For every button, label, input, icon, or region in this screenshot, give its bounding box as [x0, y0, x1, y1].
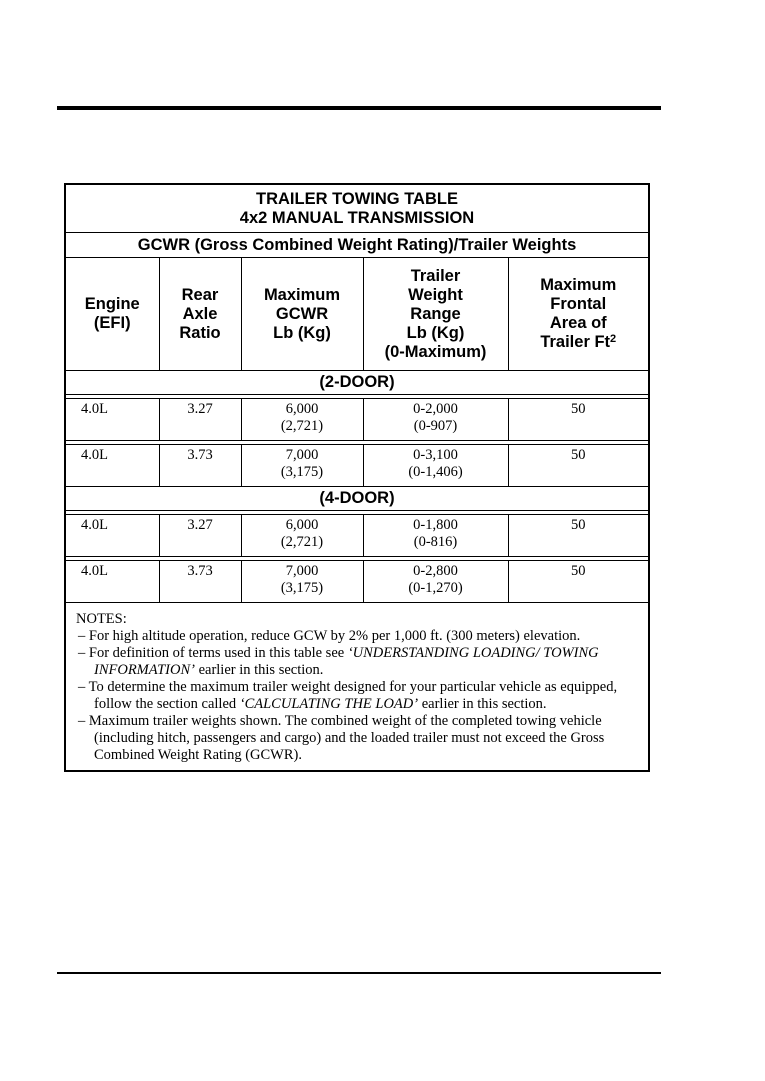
cell-ratio: 3.73 [159, 561, 241, 603]
cell-gcwr-lb: 7,000 [285, 447, 319, 463]
cell-gcwr [241, 515, 363, 557]
cell-range [363, 399, 508, 441]
header-axle-line2: Axle [182, 304, 218, 323]
cell-range [363, 445, 508, 487]
cell-gcwr-kg: (2,721) [280, 418, 324, 434]
cell-range-kg: (0-1,270) [408, 580, 463, 596]
note-text: – To determine the maximum trailer weight designed for your particular vehicle as equipped, follow the section called [78, 679, 618, 712]
cell-ratio: 3.27 [159, 515, 241, 557]
cell-engine: 4.0L [65, 515, 159, 557]
section-2-door: (2-DOOR) [65, 371, 649, 395]
cell-area: 50 [508, 561, 649, 603]
cell-gcwr [241, 445, 363, 487]
cell-range [363, 561, 508, 603]
header-engine-line2: (EFI) [93, 314, 131, 332]
cell-gcwr-kg: (3,175) [280, 580, 324, 596]
note-item: – For high altitude operation, reduce GCW by 2% per 1,000 ft. (300 meters) elevation. [78, 628, 581, 644]
cell-gcwr [241, 399, 363, 441]
cell-range-kg: (0-816) [413, 534, 458, 550]
header-gcwr [241, 258, 363, 371]
header-frontal-line3: Area of [549, 314, 607, 332]
note-text: – For definition of terms used in this table see [78, 645, 348, 661]
header-gcwr-line2: GCWR [275, 304, 329, 323]
cell-engine: 4.0L [65, 445, 159, 487]
cell-range-lb: 0-2,000 [413, 401, 458, 417]
cell-gcwr-kg: (3,175) [280, 464, 324, 480]
header-gcwr-line3: Lb (Kg) [273, 323, 331, 342]
header-frontal-line1: Maximum [540, 276, 617, 294]
notes-section [65, 603, 649, 772]
table-row [65, 399, 649, 441]
bottom-rule [57, 972, 661, 974]
cell-range-kg: (0-1,406) [408, 464, 463, 480]
table-title [65, 184, 649, 233]
header-frontal-superscript: 2 [610, 333, 617, 345]
cell-gcwr-kg: (2,721) [280, 534, 324, 550]
table-subtitle: GCWR (Gross Combined Weight Rating)/Trailer Weights [65, 233, 649, 258]
header-engine [65, 258, 159, 371]
header-range-line2: Weight [408, 285, 463, 304]
table-row [65, 561, 649, 603]
table-row [65, 515, 649, 557]
cell-engine: 4.0L [65, 399, 159, 441]
note-text: earlier in this section. [418, 696, 547, 712]
notes-heading: NOTES: [76, 611, 127, 627]
header-range-line1: Trailer [410, 266, 461, 285]
note-item [76, 645, 638, 679]
header-frontal-unit: Trailer Ft [540, 333, 611, 351]
header-row [65, 258, 649, 371]
cell-range-lb: 0-3,100 [413, 447, 458, 463]
header-axle [159, 258, 241, 371]
note-italic-ref: ‘UNDERSTANDING LOADING/ TOWING INFORMATION’ [94, 645, 599, 678]
table-title-line1: TRAILER TOWING TABLE [256, 190, 458, 208]
cell-range-lb: 0-2,800 [413, 563, 458, 579]
cell-range-kg: (0-907) [413, 418, 458, 434]
note-italic-ref: ‘CALCULATING THE LOAD’ [239, 696, 419, 712]
cell-area: 50 [508, 445, 649, 487]
cell-engine: 4.0L [65, 561, 159, 603]
table-row [65, 445, 649, 487]
header-range-line4: Lb (Kg) [406, 323, 465, 342]
header-frontal-line2: Frontal [550, 295, 607, 313]
cell-gcwr-lb: 6,000 [285, 517, 319, 533]
header-frontal [508, 258, 649, 371]
header-engine-line1: Engine [84, 295, 140, 313]
header-frontal-line4 [509, 333, 649, 352]
cell-ratio: 3.27 [159, 399, 241, 441]
cell-ratio: 3.73 [159, 445, 241, 487]
cell-area: 50 [508, 515, 649, 557]
cell-range [363, 515, 508, 557]
header-axle-line3: Ratio [179, 323, 221, 342]
cell-gcwr-lb: 7,000 [285, 563, 319, 579]
header-range-line5: (0-Maximum) [384, 342, 487, 361]
header-range-line3: Range [410, 304, 461, 323]
trailer-towing-table [64, 183, 650, 772]
cell-gcwr [241, 561, 363, 603]
note-item: – Maximum trailer weights shown. The combined weight of the completed towing vehicle (including hitch, passengers and cargo) and the loaded trailer must not exceed the Gross Combined Weight Rating (GCWR). [78, 713, 605, 763]
top-rule [57, 106, 661, 110]
section-4-door: (4-DOOR) [65, 487, 649, 511]
cell-range-lb: 0-1,800 [413, 517, 458, 533]
header-gcwr-line1: Maximum [263, 285, 341, 304]
cell-area: 50 [508, 399, 649, 441]
note-text: earlier in this section. [194, 662, 324, 678]
table-title-line2: 4x2 MANUAL TRANSMISSION [239, 209, 475, 227]
cell-gcwr-lb: 6,000 [285, 401, 319, 417]
header-range [363, 258, 508, 371]
note-item [76, 679, 638, 713]
header-axle-line1: Rear [181, 285, 219, 304]
